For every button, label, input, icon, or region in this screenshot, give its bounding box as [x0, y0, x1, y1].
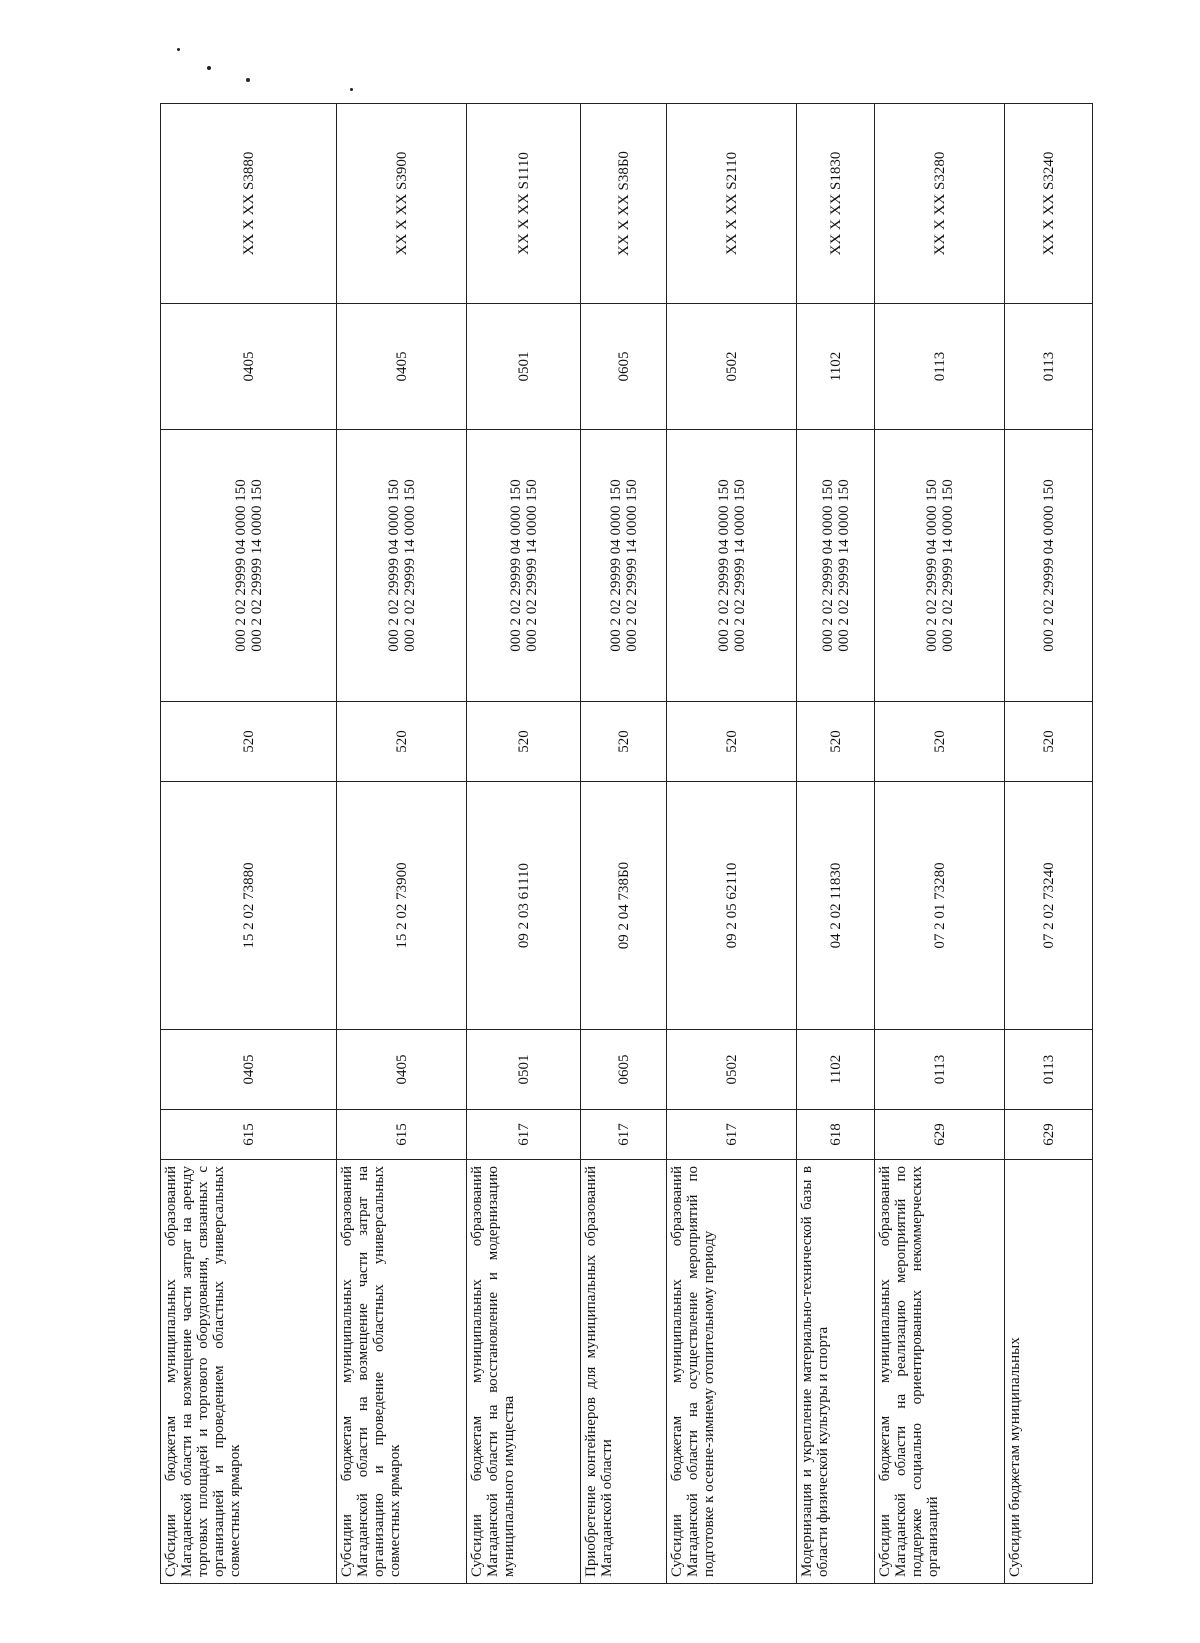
- table-row: [581, 104, 667, 1584]
- subsidy-description: Субсидии бюджетам муниципальных образований Магаданской области на возмещение части затрат на аренду торговых площадей и торгового оборудования, связанных с организацией и проведением областных универсальных совместных ярмарок: [161, 1160, 337, 1584]
- table-row: [875, 104, 1005, 1584]
- section-code: 1102: [797, 1030, 875, 1110]
- revenue-code-line: 000 2 02 29999 14 0000 150: [523, 479, 540, 652]
- expense-type-code: 520: [581, 702, 667, 782]
- section-code-municipal: 0405: [161, 304, 337, 430]
- table-row: [1005, 104, 1093, 1584]
- revenue-classification-codes: [797, 430, 875, 702]
- ministry-code: 617: [667, 1110, 797, 1160]
- revenue-classification-codes: [667, 430, 797, 702]
- table-row: [667, 104, 797, 1584]
- revenue-code-line: 000 2 02 29999 04 0000 150: [819, 479, 836, 652]
- revenue-code-line: 000 2 02 29999 14 0000 150: [623, 479, 640, 652]
- target-article-code: 07 2 01 73280: [875, 782, 1005, 1030]
- subsidy-description: Субсидии бюджетам муниципальных образований Магаданской области на реализацию мероприятий по поддержке социально ориентированных некоммерческих организаций: [875, 1160, 1005, 1584]
- ministry-code: 615: [337, 1110, 467, 1160]
- section-code: 0605: [581, 1030, 667, 1110]
- section-code: 0405: [337, 1030, 467, 1110]
- section-code: 0501: [467, 1030, 581, 1110]
- section-code-municipal: 0113: [875, 304, 1005, 430]
- revenue-classification-codes: [581, 430, 667, 702]
- revenue-classification-codes: [1005, 430, 1093, 702]
- municipal-target-code: XX X XX S2110: [667, 104, 797, 304]
- revenue-code-line: 000 2 02 29999 14 0000 150: [731, 479, 748, 652]
- target-article-code: 09 2 05 62110: [667, 782, 797, 1030]
- municipal-target-code: XX X XX S1110: [467, 104, 581, 304]
- ministry-code: 615: [161, 1110, 337, 1160]
- section-code-municipal: 1102: [797, 304, 875, 430]
- rotated-page: [160, 104, 1092, 1584]
- scan-speck: [350, 88, 353, 91]
- table-row: [337, 104, 467, 1584]
- revenue-classification-codes: [337, 430, 467, 702]
- municipal-target-code: XX X XX S3880: [161, 104, 337, 304]
- target-article-code: 15 2 02 73900: [337, 782, 467, 1030]
- section-code-municipal: 0605: [581, 304, 667, 430]
- target-article-code: 09 2 04 738Б0: [581, 782, 667, 1030]
- subsidy-description: Субсидии бюджетам муниципальных образований Магаданской области на восстановление и модернизацию муниципального имущества: [467, 1160, 581, 1584]
- revenue-code-line: 000 2 02 29999 04 0000 150: [923, 479, 940, 652]
- section-code-municipal: 0405: [337, 304, 467, 430]
- ministry-code: 629: [1005, 1110, 1093, 1160]
- ministry-code: 617: [467, 1110, 581, 1160]
- revenue-code-line: 000 2 02 29999 14 0000 150: [248, 479, 265, 652]
- subsidy-description: Субсидии бюджетам муниципальных образований Магаданской области на возмещение части затрат на организацию и проведение областных универсальных совместных ярмарок: [337, 1160, 467, 1584]
- scan-speck: [207, 66, 211, 70]
- revenue-classification-codes: [161, 430, 337, 702]
- municipal-target-code: XX X XX S38Б0: [581, 104, 667, 304]
- expense-type-code: 520: [161, 702, 337, 782]
- scan-speck: [177, 48, 180, 51]
- revenue-code-line: 000 2 02 29999 04 0000 150: [232, 479, 249, 652]
- revenue-code-line: 000 2 02 29999 14 0000 150: [835, 479, 852, 652]
- table-row: [161, 104, 337, 1584]
- revenue-code-line: 000 2 02 29999 04 0000 150: [507, 479, 524, 652]
- revenue-code-line: 000 2 02 29999 04 0000 150: [607, 479, 624, 652]
- revenue-code-line: 000 2 02 29999 04 0000 150: [715, 479, 732, 652]
- expense-type-code: 520: [1005, 702, 1093, 782]
- revenue-classification-codes: [467, 430, 581, 702]
- subsidy-description: Субсидии бюджетам муниципальных образований Магаданской области на осуществление мероприятий по подготовке к осенне-зимнему отопительному периоду: [667, 1160, 797, 1584]
- table-row: [467, 104, 581, 1584]
- expense-type-code: 520: [797, 702, 875, 782]
- section-code-municipal: 0502: [667, 304, 797, 430]
- section-code: 0405: [161, 1030, 337, 1110]
- section-code: 0113: [1005, 1030, 1093, 1110]
- revenue-classification-codes: [875, 430, 1005, 702]
- ministry-code: 618: [797, 1110, 875, 1160]
- table-row: [797, 104, 875, 1584]
- expense-type-code: 520: [875, 702, 1005, 782]
- subsidy-description: Приобретение контейнеров для муниципальных образований Магаданской области: [581, 1160, 667, 1584]
- ministry-code: 629: [875, 1110, 1005, 1160]
- scan-speck: [246, 78, 250, 82]
- subsidy-description: Субсидии бюджетам муниципальных: [1005, 1160, 1093, 1584]
- subsidy-table: [160, 103, 1093, 1584]
- municipal-target-code: XX X XX S3280: [875, 104, 1005, 304]
- target-article-code: 07 2 02 73240: [1005, 782, 1093, 1030]
- expense-type-code: 520: [667, 702, 797, 782]
- municipal-target-code: XX X XX S1830: [797, 104, 875, 304]
- revenue-code-line: 000 2 02 29999 04 0000 150: [1040, 479, 1057, 652]
- section-code: 0502: [667, 1030, 797, 1110]
- revenue-code-line: 000 2 02 29999 14 0000 150: [939, 479, 956, 652]
- revenue-code-line: 000 2 02 29999 04 0000 150: [385, 479, 402, 652]
- target-article-code: 15 2 02 73880: [161, 782, 337, 1030]
- section-code-municipal: 0501: [467, 304, 581, 430]
- target-article-code: 09 2 03 61110: [467, 782, 581, 1030]
- municipal-target-code: XX X XX S3900: [337, 104, 467, 304]
- ministry-code: 617: [581, 1110, 667, 1160]
- expense-type-code: 520: [337, 702, 467, 782]
- expense-type-code: 520: [467, 702, 581, 782]
- municipal-target-code: XX X XX S3240: [1005, 104, 1093, 304]
- target-article-code: 04 2 02 11830: [797, 782, 875, 1030]
- revenue-code-line: 000 2 02 29999 14 0000 150: [401, 479, 418, 652]
- subsidy-description: Модернизация и укрепление материально-технической базы в области физической культуры и спорта: [797, 1160, 875, 1584]
- section-code: 0113: [875, 1030, 1005, 1110]
- section-code-municipal: 0113: [1005, 304, 1093, 430]
